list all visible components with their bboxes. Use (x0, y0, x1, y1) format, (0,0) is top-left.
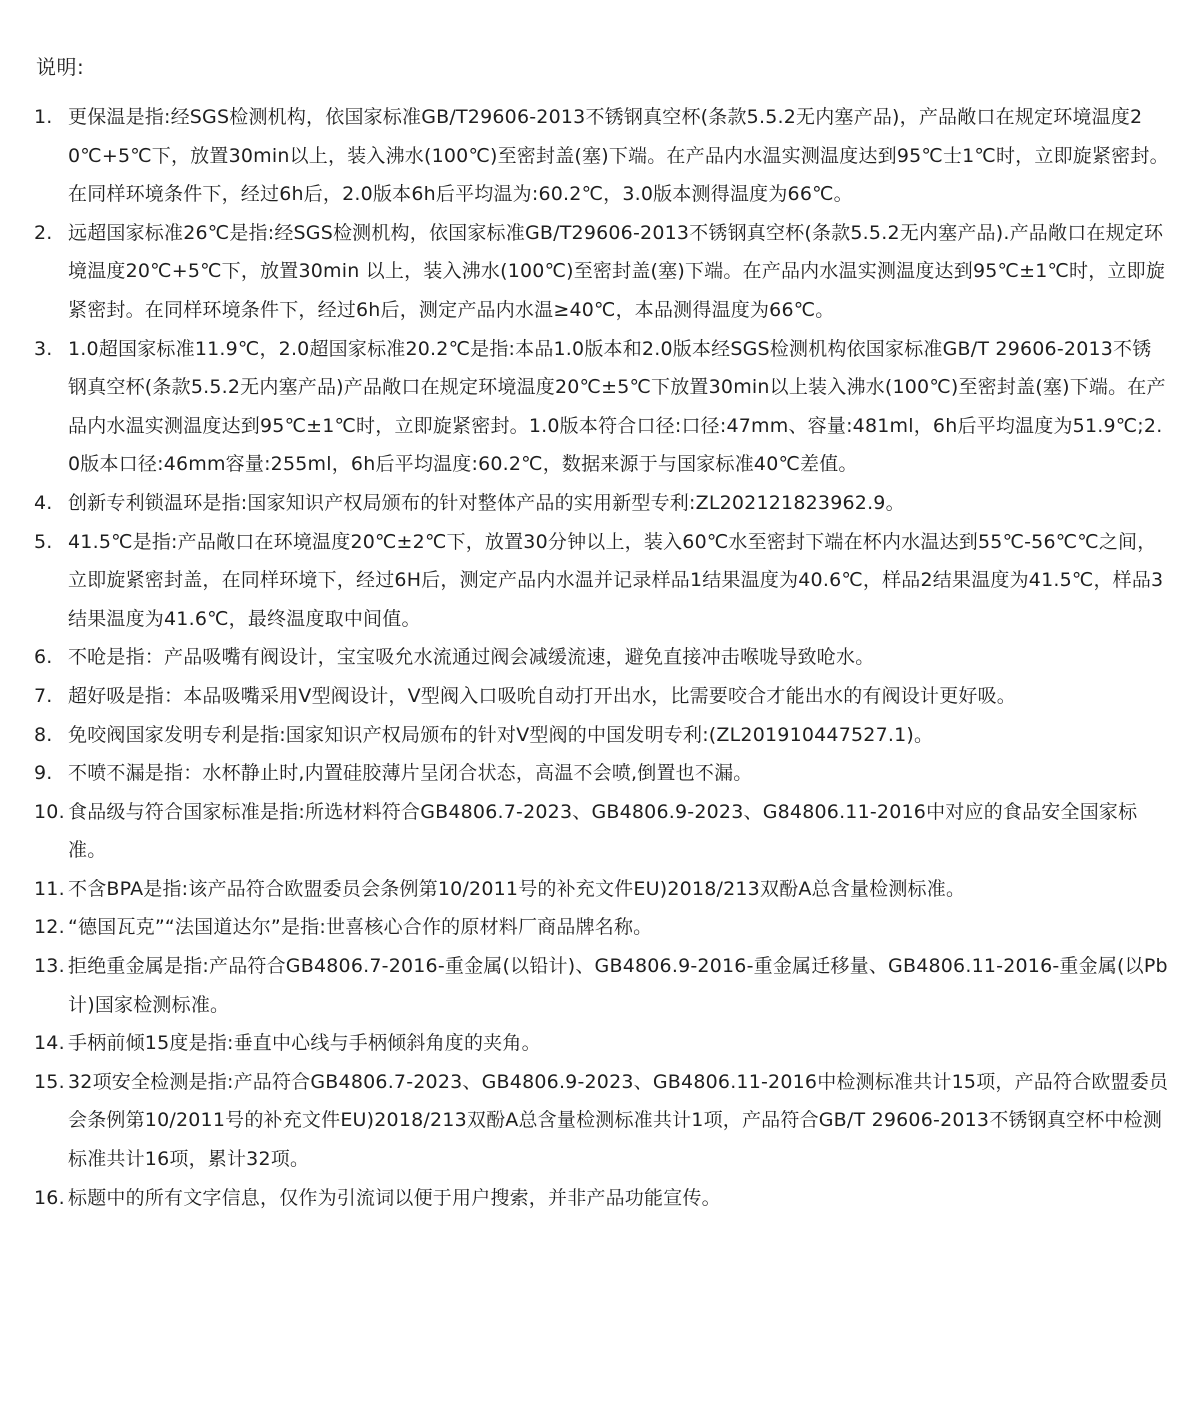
note-text: 手柄前倾15度是指:垂直中心线与手柄倾斜角度的夹角。 (68, 1032, 541, 1055)
note-text: 食品级与符合国家标准是指:所选材料符合GB4806.7-2023、GB4806.9-2023、G84806.11-2016中对应的食品安全国家标准。 (68, 800, 1138, 862)
note-item (34, 716, 1170, 755)
note-number: 16. (34, 1186, 65, 1209)
note-number: 5. (34, 530, 53, 553)
note-item (34, 947, 1170, 1024)
note-item (34, 484, 1170, 523)
note-number: 4. (34, 491, 53, 514)
note-text: 免咬阀国家发明专利是指:国家知识产权局颁布的针对V型阀的中国发明专利:(ZL201910447527.1)。 (68, 723, 934, 746)
note-number: 9. (34, 762, 53, 785)
note-item (34, 1063, 1170, 1179)
note-text: 1.0超国家标准11.9℃，2.0超国家标准20.2℃是指:本品1.0版本和2.0版本经SGS检测机构依国家标准GB/T 29606-2013不锈钢真空杯(条款5.5.2无内塞产品)产品敞口在规定环境温度20℃±5℃下放置30min以上装入沸水(100℃)至密封盖(塞)下端。在产品内水温实测温度达到95℃±1℃时，立即旋紧密封。1.0版本符合口径:口径:47mm、容量:481ml，6h后平均温度为51.9℃;2.0版本口径:46mm容量:255ml，6h后平均温度:60.2℃，数据来源于与国家标准40℃差值。 (68, 337, 1166, 476)
note-number: 13. (34, 955, 65, 978)
note-text: 创新专利锁温环是指:国家知识产权局颁布的针对整体产品的实用新型专利:ZL202121823962.9。 (68, 491, 905, 514)
note-text: 更保温是指:经SGS检测机构，依国家标准GB/T29606-2013不锈钢真空杯(条款5.5.2无内塞产品)，产品敞口在规定环境温度20℃+5℃下，放置30min以上，装入沸水(100℃)至密封盖(塞)下端。在产品内水温实测温度达到95℃士1℃时，立即旋紧密封。在同样环境条件下，经过6h后，2.0版本6h后平均温为:60.2℃，3.0版本测得温度为66℃。 (68, 106, 1169, 206)
note-number: 7. (34, 684, 53, 707)
note-number: 12. (34, 916, 65, 939)
note-number: 2. (34, 221, 53, 244)
note-number: 14. (34, 1032, 65, 1055)
note-number: 8. (34, 723, 53, 746)
note-number: 15. (34, 1070, 65, 1093)
note-text: 标题中的所有文字信息，仅作为引流词以便于用户搜索，并非产品功能宣传。 (68, 1186, 721, 1209)
note-item (34, 870, 1170, 909)
note-item (34, 98, 1170, 214)
note-number: 3. (34, 337, 53, 360)
note-text: 远超国家标准26℃是指:经SGS检测机构，依国家标准GB/T29606-2013不锈钢真空杯(条款5.5.2无内塞产品).产品敞口在规定环境温度20℃+5℃下，放置30min 以上，装入沸水(100℃)至密封盖(塞)下端。在产品内水温实测温度达到95℃±1℃时，立即旋紧密封。在同样环境条件下，经过6h后，测定产品内水温≥40℃，本品测得温度为66℃。 (68, 221, 1166, 321)
note-text: “德国瓦克”“法国道达尔”是指:世喜核心合作的原材料厂商品牌名称。 (68, 916, 653, 939)
note-number: 1. (34, 106, 53, 128)
note-text: 不喷不漏是指：水杯静止时,内置硅胶薄片呈闭合状态，高温不会喷,倒置也不漏。 (68, 762, 753, 785)
notes-heading: 说明: (36, 55, 85, 79)
note-text: 不呛是指：产品吸嘴有阀设计，宝宝吸允水流通过阀会减缓流速，避免直接冲击喉咙导致呛水。 (68, 646, 875, 669)
note-text: 超好吸是指：本品吸嘴采用V型阀设计，V型阀入口吸吮自动打开出水，比需要咬合才能出水的有阀设计更好吸。 (68, 684, 1016, 707)
note-text: 不含BPA是指:该产品符合欧盟委员会条例第10/2011号的补充文件EU)2018/213双酚A总含量检测标准。 (68, 877, 966, 900)
note-item (34, 330, 1170, 484)
note-item (34, 1024, 1170, 1063)
note-item (34, 908, 1170, 947)
note-text: 41.5℃是指:产品敞口在环境温度20℃±2℃下，放置30分钟以上，装入60℃水至密封下端在杯内水温达到55℃-56℃℃之间，立即旋紧密封盖，在同样环境下，经过6H后，测定产品内水温并记录样品1结果温度为40.6℃，样品2结果温度为41.5℃，样品3结果温度为41.6℃，最终温度取中间值。 (68, 530, 1164, 630)
note-item (34, 214, 1170, 330)
note-item (34, 793, 1170, 870)
note-text: 拒绝重金属是指:产品符合GB4806.7-2016-重金属(以铅计)、GB4806.9-2016-重金属迁移量、GB4806.11-2016-重金属(以Pb计)国家检测标准。 (68, 955, 1168, 1016)
notes-list (34, 98, 1170, 1217)
note-item (34, 1179, 1170, 1218)
note-number: 6. (34, 646, 53, 669)
note-item (34, 523, 1170, 639)
note-item (34, 638, 1170, 677)
note-text: 32项安全检测是指:产品符合GB4806.7-2023、GB4806.9-2023、GB4806.11-2016中检测标准共计15项，产品符合欧盟委员会条例第10/2011号的补充文件EU)2018/213双酚A总含量检测标准共计1项，产品符合GB/T 29606-2013不锈钢真空杯中检测标准共计16项，累计32项。 (68, 1070, 1169, 1171)
note-number: 10. (34, 800, 65, 823)
note-item (34, 677, 1170, 716)
note-item (34, 754, 1170, 793)
note-number: 11. (34, 877, 65, 900)
